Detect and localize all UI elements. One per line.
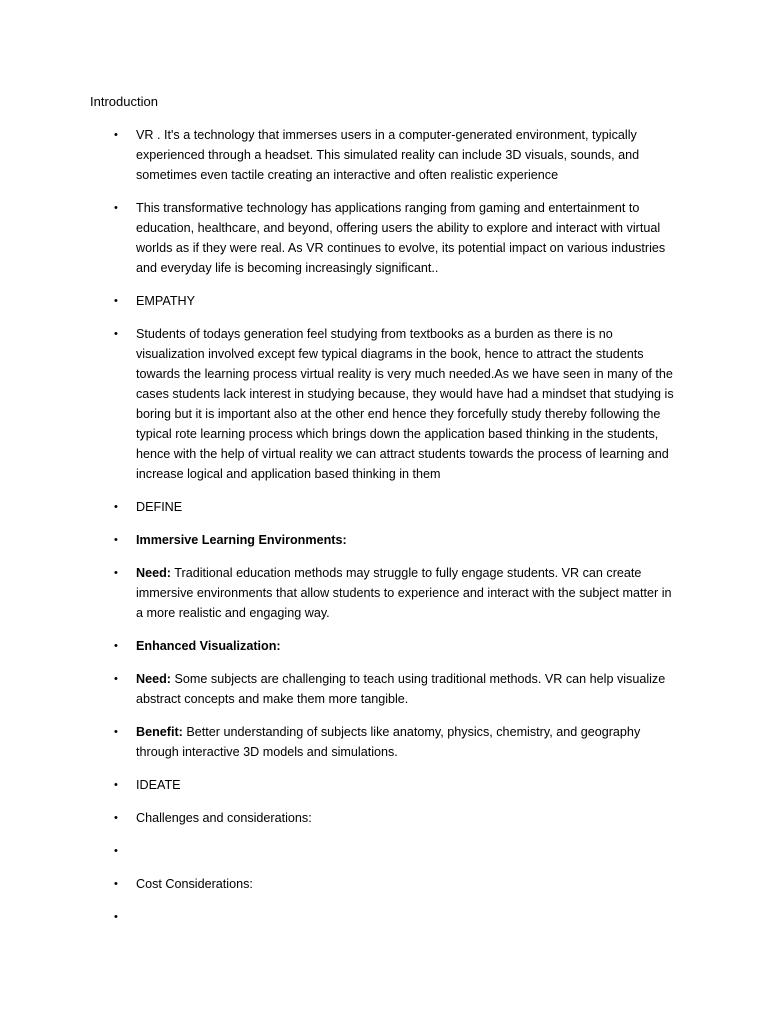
list-item — [0, 808, 676, 828]
list-item — [0, 125, 676, 185]
bullet-icon: • — [114, 673, 118, 685]
item-text: DEFINE — [136, 500, 183, 514]
item-lead: Benefit: — [136, 725, 183, 739]
list-item — [0, 874, 676, 894]
bullet-icon: • — [114, 812, 118, 824]
list-item — [0, 907, 676, 927]
item-text: Students of todays generation feel studying from textbooks as a burden as there is no visualization involved except few typical diagrams in the book, hence to attract the students towards the learning process virtual reality is very much needed.As we have seen in many of the cases students lack interest in studying because, they would have had a mindset that studying is boring but it is important also at the other end hence they forcefully study thereby following the typical rote learning process which brings down the application based thinking in the students, hence with the help of virtual reality we can attract students towards the process of learning and increase logical and application based thinking in them — [136, 327, 674, 481]
list-item — [0, 324, 676, 484]
list-item — [0, 530, 676, 550]
list-item — [0, 775, 676, 795]
bullet-icon: • — [114, 501, 118, 513]
item-text: Some subjects are challenging to teach using traditional methods. VR can help visualize abstract concepts and make them more tangible. — [136, 672, 666, 706]
bullet-icon: • — [114, 779, 118, 791]
list-item — [0, 198, 676, 278]
bullet-list — [0, 125, 768, 940]
bullet-icon: • — [114, 534, 118, 546]
list-item — [0, 722, 676, 762]
item-text: Traditional education methods may struggle to fully engage students. VR can create immersive environments that allow students to experience and interact with the subject matter in a more realistic and engaging way. — [136, 566, 672, 620]
bullet-icon: • — [114, 726, 118, 738]
list-item — [0, 669, 676, 709]
bullet-icon: • — [114, 911, 118, 923]
item-lead: Enhanced Visualization: — [136, 639, 281, 653]
item-text: Cost Considerations: — [136, 877, 253, 891]
bullet-icon: • — [114, 328, 118, 340]
item-text: This transformative technology has applications ranging from gaming and entertainment to education, healthcare, and beyond, offering users the ability to explore and interact with virtual worlds as if they were real. As VR continues to evolve, its potential impact on various industries and everyday life is becoming increasingly significant.. — [136, 201, 666, 275]
item-text: Challenges and considerations: — [136, 811, 312, 825]
bullet-icon: • — [114, 845, 118, 857]
list-item — [0, 291, 676, 311]
list-item — [0, 841, 676, 861]
bullet-icon: • — [114, 640, 118, 652]
section-heading: Introduction — [90, 94, 158, 109]
bullet-icon: • — [114, 878, 118, 890]
item-text: EMPATHY — [136, 294, 196, 308]
item-text: Better understanding of subjects like anatomy, physics, chemistry, and geography through interactive 3D models and simulations. — [136, 725, 641, 759]
item-lead: Need: — [136, 672, 171, 686]
bullet-icon: • — [114, 202, 118, 214]
list-item — [0, 636, 676, 656]
item-lead: Need: — [136, 566, 171, 580]
item-text: IDEATE — [136, 778, 181, 792]
bullet-icon: • — [114, 295, 118, 307]
list-item — [0, 563, 676, 623]
bullet-icon: • — [114, 129, 118, 141]
list-item — [0, 497, 676, 517]
item-text: VR . It's a technology that immerses users in a computer-generated environment, typically experienced through a headset. This simulated reality can include 3D visuals, sounds, and sometimes even tactile creating an interactive and often realistic experience — [136, 128, 640, 182]
bullet-icon: • — [114, 567, 118, 579]
item-lead: Immersive Learning Environments: — [136, 533, 347, 547]
